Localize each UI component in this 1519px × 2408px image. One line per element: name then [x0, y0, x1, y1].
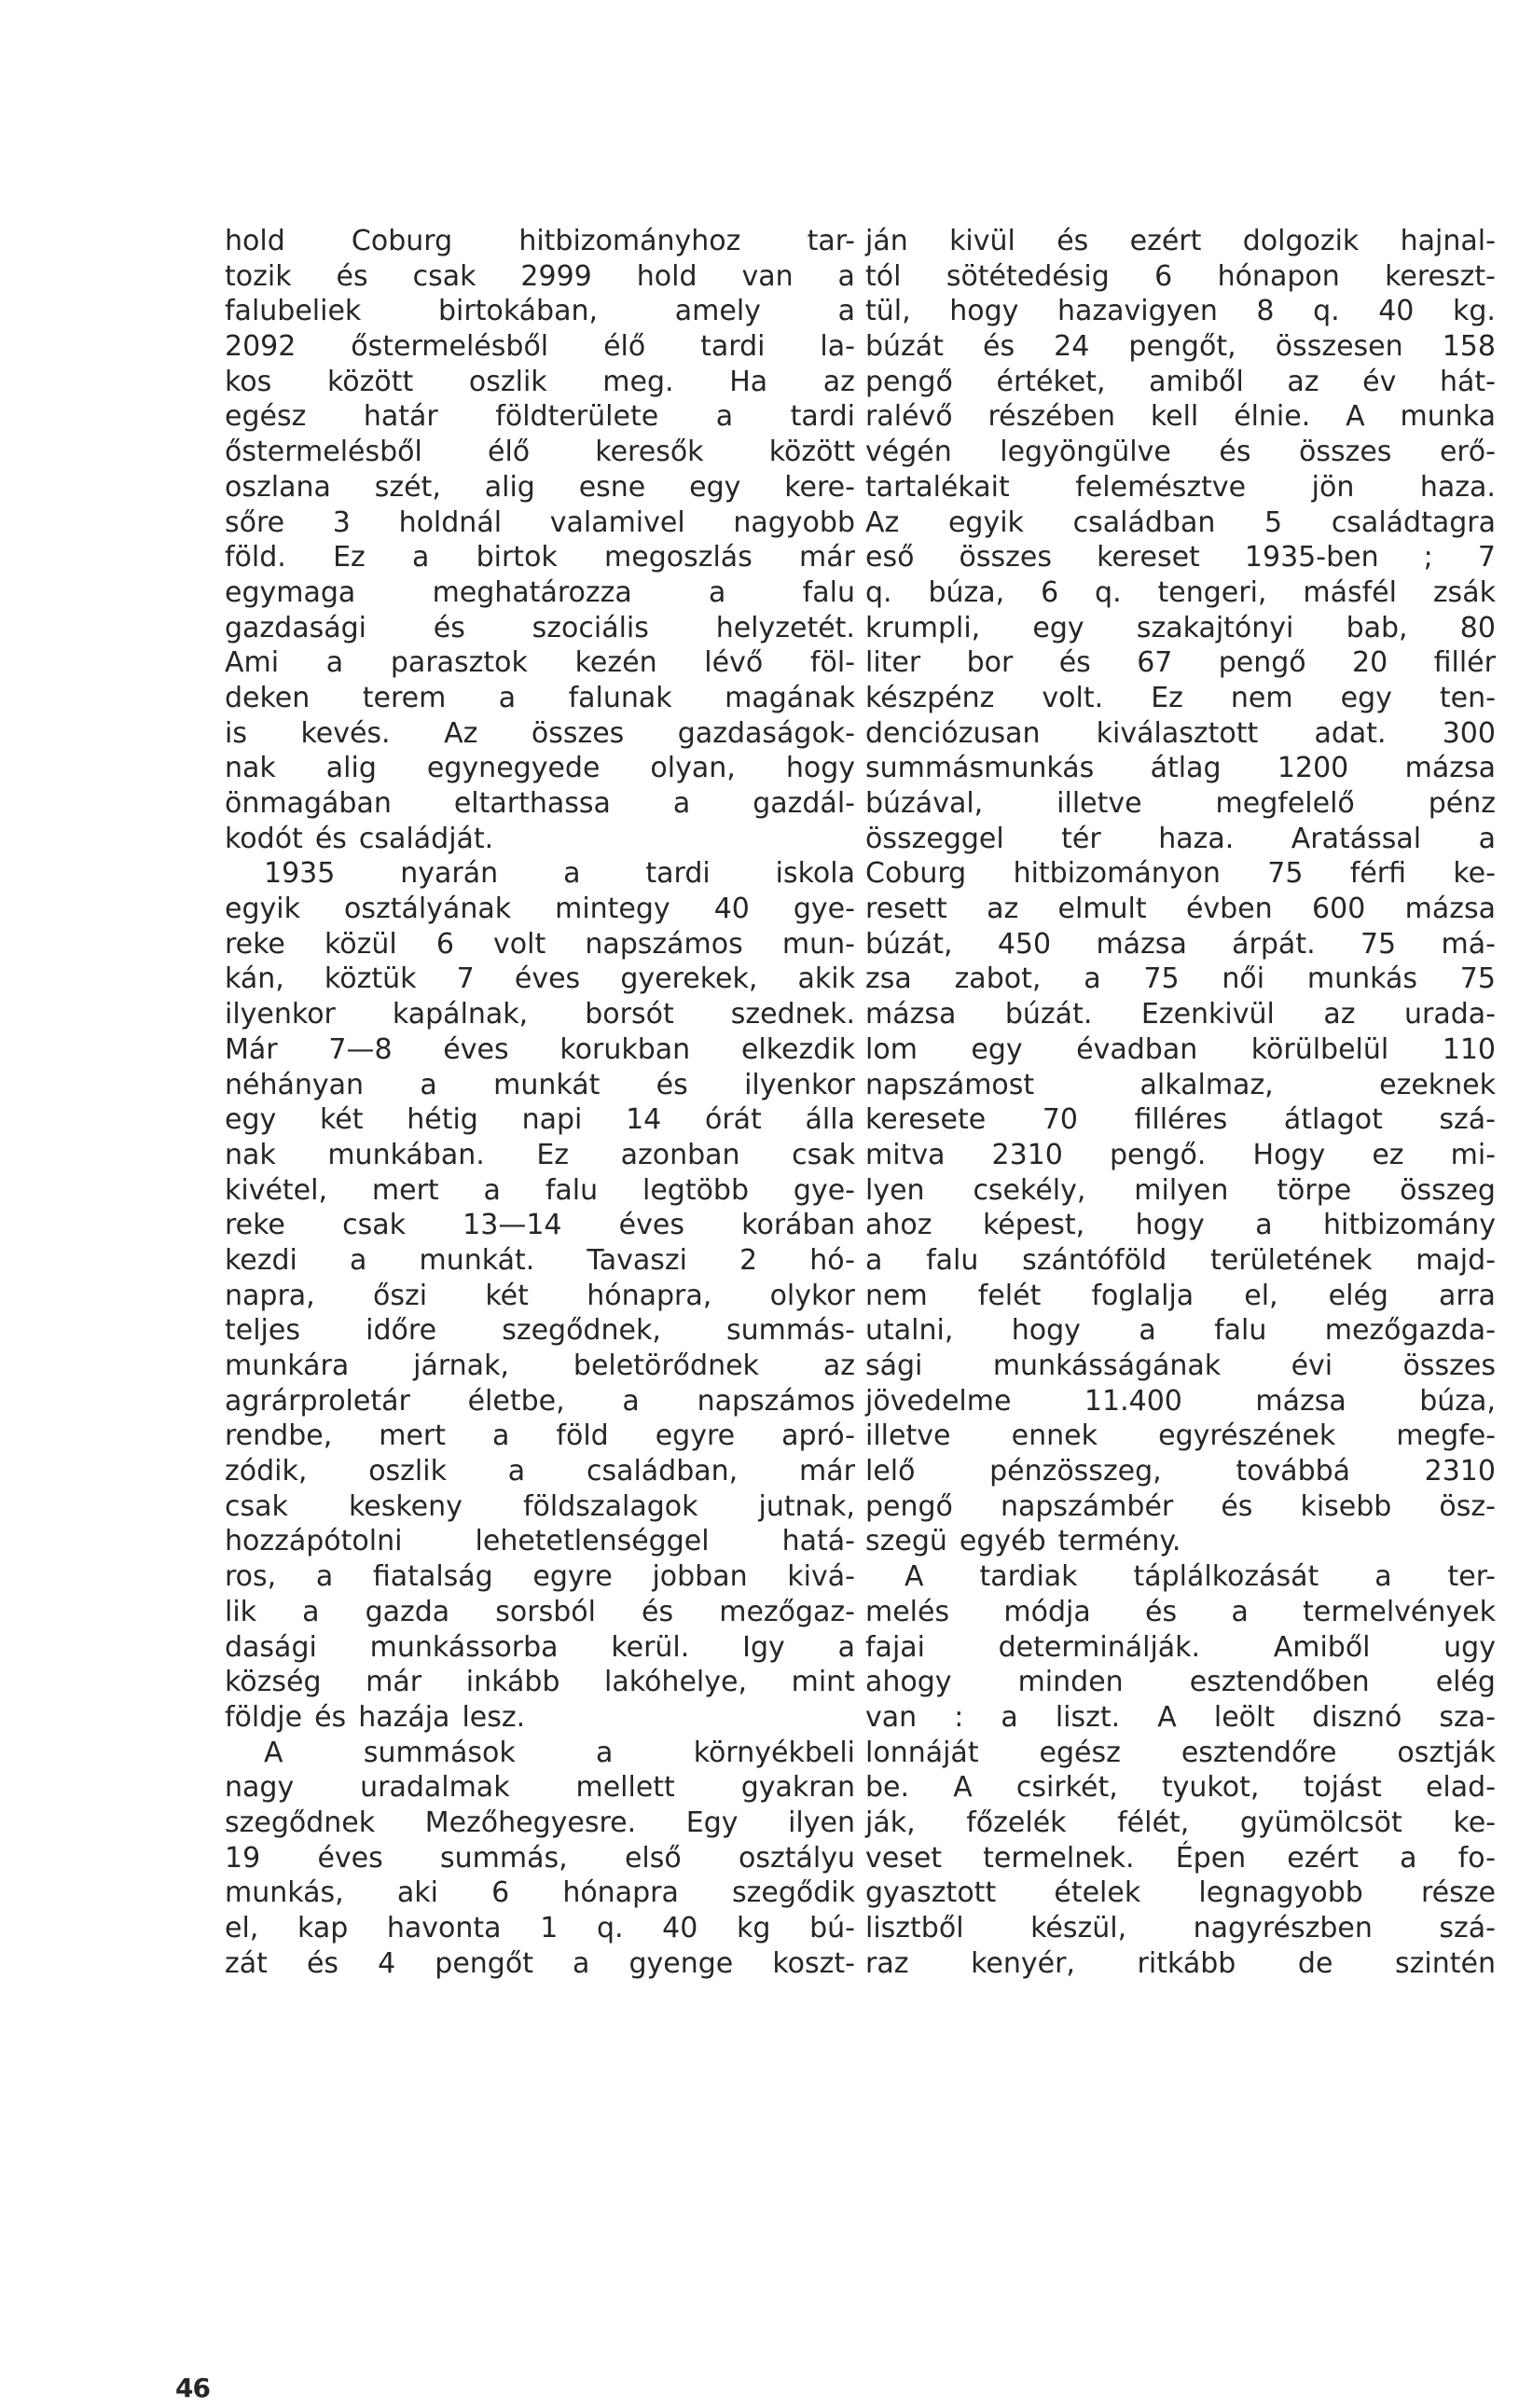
text-line: Ami a parasztok kezén lévő föl-: [225, 646, 855, 680]
text-line: munkára járnak, beletörődnek az: [225, 1349, 855, 1382]
text-line: rendbe, mert a föld egyre apró-: [225, 1419, 855, 1453]
text-line: búzával, illetve megfelelő pénz: [865, 787, 1496, 820]
text-line: liter bor és 67 pengő 20 fillér: [865, 646, 1496, 680]
text-line: agrárproletár életbe, a napszámos: [225, 1384, 855, 1418]
text-line: nak munkában. Ez azonban csak: [225, 1138, 855, 1171]
text-line: q. búza, 6 q. tengeri, másfél zsák: [865, 575, 1496, 609]
text-line: tartalékait felemésztve jön haza.: [865, 470, 1496, 504]
text-line: búzát, 450 mázsa árpát. 75 má-: [865, 927, 1496, 961]
text-line: szegü egyéb termény.: [865, 1525, 1181, 1558]
text-line: földje és hazája lesz.: [225, 1700, 526, 1734]
text-line: 1935 nyarán a tardi iskola: [264, 857, 855, 891]
text-line: zát és 4 pengőt a gyenge koszt-: [225, 1946, 855, 1980]
text-line: csak keskeny földszalagok jutnak,: [225, 1489, 855, 1523]
text-line: raz kenyér, ritkább de szintén: [865, 1946, 1496, 1980]
text-line: nagy uradalmak mellett gyakran: [225, 1771, 855, 1805]
text-line: teljes időre szegődnek, summás-: [225, 1314, 855, 1348]
text-line: egyik osztályának mintegy 40 gye-: [225, 893, 855, 926]
text-line: jövedelme 11.400 mázsa búza,: [865, 1384, 1496, 1418]
text-line: egész határ földterülete a tardi: [225, 400, 855, 434]
text-line: kán, köztük 7 éves gyerekek, akik: [225, 962, 855, 996]
text-line: reke közül 6 volt napszámos mun-: [225, 927, 855, 961]
text-line: falubeliek birtokában, amely a: [225, 295, 855, 328]
text-line: a falu szántóföld területének majd-: [865, 1243, 1496, 1277]
text-line: lik a gazda sorsból és mezőgaz-: [225, 1595, 855, 1628]
text-line: nak alig egynegyede olyan, hogy: [225, 752, 855, 785]
text-line: néhányan a munkát és ilyenkor: [225, 1068, 855, 1101]
text-line: napszámost alkalmaz, ezeknek: [865, 1068, 1496, 1101]
text-line: ilyenkor kapálnak, borsót szednek.: [225, 998, 855, 1031]
text-line: ralévő részében kell élnie. A munka: [865, 400, 1496, 434]
text-line: zsa zabot, a 75 női munkás 75: [865, 962, 1496, 996]
text-line: összeggel tér haza. Aratással a: [865, 822, 1496, 855]
text-line: ros, a fiatalság egyre jobban kivá-: [225, 1560, 855, 1594]
page-number: 46: [175, 2373, 210, 2403]
text-line: önmagában eltarthassa a gazdál-: [225, 787, 855, 820]
text-line: lisztből készül, nagyrészben szá-: [865, 1912, 1496, 1944]
text-line: község már inkább lakóhelye, mint: [225, 1666, 855, 1699]
text-line: gyasztott ételek legnagyobb része: [865, 1876, 1496, 1910]
text-line: kodót és családját.: [225, 822, 494, 855]
text-line: pengő napszámbér és kisebb ösz-: [865, 1489, 1496, 1523]
text-line: eső összes kereset 1935-ben ; 7: [865, 541, 1496, 574]
text-line: summásmunkás átlag 1200 mázsa: [865, 752, 1496, 785]
text-line: hold Coburg hitbizományhoz tar-: [225, 225, 855, 257]
text-line: van : a liszt. A leölt disznó sza-: [865, 1700, 1496, 1734]
text-line: ján kivül és ezért dolgozik hajnal-: [865, 225, 1496, 257]
text-line: őstermelésből élő keresők között: [225, 436, 855, 469]
text-column-right: [865, 224, 1496, 1981]
text-line: búzát és 24 pengőt, összesen 158: [865, 330, 1496, 364]
text-line: fajai determinálják. Amiből ugy: [865, 1630, 1496, 1664]
text-line: Már 7—8 éves korukban elkezdik: [225, 1032, 855, 1066]
text-line: dasági munkássorba kerül. Igy a: [225, 1630, 855, 1664]
text-line: mitva 2310 pengő. Hogy ez mi-: [865, 1138, 1496, 1171]
text-line: lelő pénzösszeg, továbbá 2310: [865, 1455, 1496, 1488]
text-line: készpénz volt. Ez nem egy ten-: [865, 681, 1496, 714]
text-line: sági munkásságának évi összes: [865, 1349, 1496, 1382]
text-line: Az egyik családban 5 családtagra: [865, 505, 1496, 539]
text-line: lyen csekély, milyen törpe összeg: [865, 1173, 1496, 1207]
text-line: kezdi a munkát. Tavaszi 2 hó-: [225, 1243, 855, 1277]
text-line: ják, főzelék félét, gyümölcsöt ke-: [865, 1806, 1496, 1839]
text-column-left: [225, 224, 855, 1981]
text-line: nem felét foglalja el, elég arra: [865, 1279, 1496, 1312]
text-line: resett az elmult évben 600 mázsa: [865, 893, 1496, 926]
text-line: utalni, hogy a falu mezőgazda-: [865, 1314, 1496, 1348]
text-line: föld. Ez a birtok megoszlás már: [225, 541, 855, 574]
text-line: sőre 3 holdnál valamivel nagyobb: [225, 505, 855, 539]
text-line: kos között oszlik meg. Ha az: [225, 365, 855, 398]
text-line: zódik, oszlik a családban, már: [225, 1455, 855, 1488]
text-line: mázsa búzát. Ezenkivül az urada-: [865, 998, 1496, 1031]
text-line: ahogy minden esztendőben elég: [865, 1666, 1496, 1699]
text-line: reke csak 13—14 éves korában: [225, 1209, 855, 1242]
text-line: egymaga meghatározza a falu: [225, 575, 855, 609]
text-line: denciózusan kiválasztott adat. 300: [865, 716, 1496, 750]
text-line: egy két hétig napi 14 órát álla: [225, 1103, 855, 1137]
text-line: A summások a környékbeli: [264, 1736, 855, 1769]
text-line: keresete 70 filléres átlagot szá-: [865, 1103, 1496, 1137]
text-line: végén legyöngülve és összes erő-: [865, 436, 1496, 469]
text-line: ahoz képest, hogy a hitbizomány: [865, 1209, 1496, 1242]
text-line: tól sötétedésig 6 hónapon kereszt-: [865, 259, 1496, 293]
text-line: gazdasági és szociális helyzetét.: [225, 611, 855, 644]
text-line: szegődnek Mezőhegyesre. Egy ilyen: [225, 1806, 855, 1839]
text-line: krumpli, egy szakajtónyi bab, 80: [865, 611, 1496, 644]
text-line: oszlana szét, alig esne egy kere-: [225, 470, 855, 504]
text-line: tozik és csak 2999 hold van a: [225, 259, 855, 293]
text-line: hozzápótolni lehetetlenséggel hatá-: [225, 1525, 855, 1558]
text-line: pengő értéket, amiből az év hát-: [865, 365, 1496, 398]
text-line: lonnáját egész esztendőre osztják: [865, 1736, 1496, 1769]
text-line: napra, őszi két hónapra, olykor: [225, 1279, 855, 1312]
text-line: veset termelnek. Épen ezért a fo-: [865, 1841, 1496, 1875]
text-line: melés módja és a termelvények: [865, 1595, 1496, 1628]
text-line: Coburg hitbizományon 75 férfi ke-: [865, 857, 1496, 891]
text-line: deken terem a falunak magának: [225, 681, 855, 714]
text-line: 19 éves summás, első osztályu: [225, 1841, 855, 1875]
text-line: illetve ennek egyrészének megfe-: [865, 1419, 1496, 1453]
text-line: A tardiak táplálkozását a ter-: [904, 1560, 1496, 1594]
text-line: munkás, aki 6 hónapra szegődik: [225, 1876, 855, 1910]
text-line: is kevés. Az összes gazdaságok-: [225, 716, 855, 750]
text-line: kivétel, mert a falu legtöbb gye-: [225, 1173, 855, 1207]
text-line: 2092 őstermelésből élő tardi la-: [225, 330, 855, 364]
text-line: el, kap havonta 1 q. 40 kg bú-: [225, 1912, 855, 1944]
text-line: be. A csirkét, tyukot, tojást elad-: [865, 1771, 1496, 1805]
text-line: lom egy évadban körülbelül 110: [865, 1032, 1496, 1066]
text-line: tül, hogy hazavigyen 8 q. 40 kg.: [865, 295, 1496, 328]
